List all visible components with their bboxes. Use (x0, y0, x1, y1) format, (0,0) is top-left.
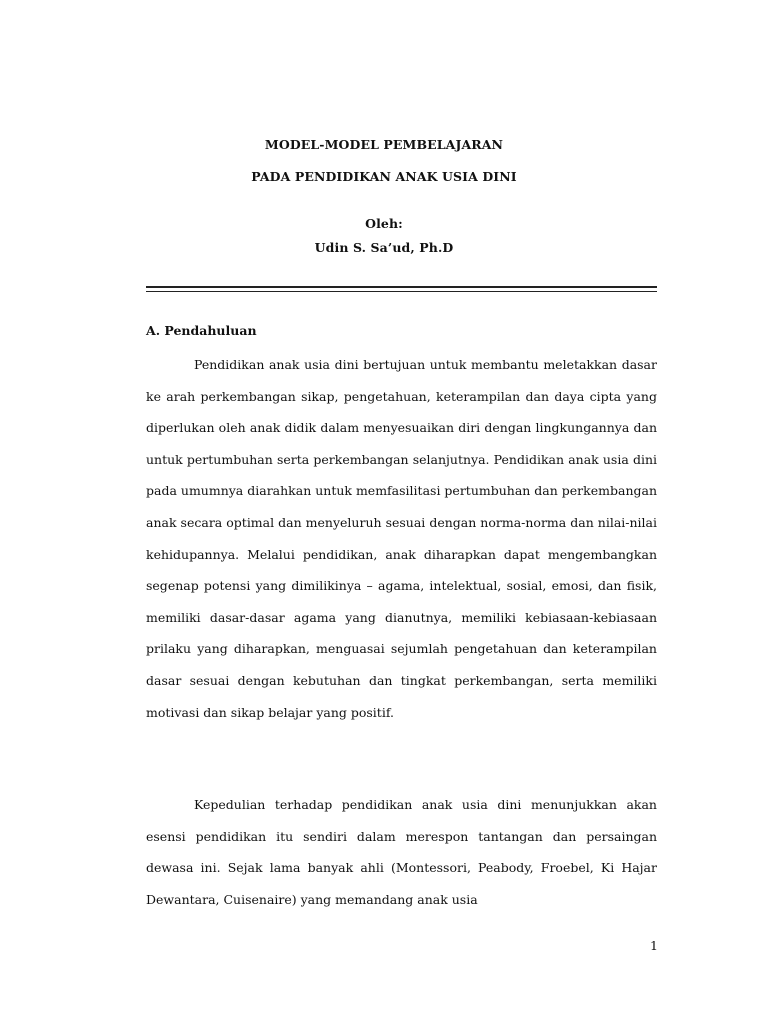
body-paragraph-1: Pendidikan anak usia dini bertujuan untuk membantu meletakkan dasar ke arah perkembangan sikap, pengetahuan, keterampilan dan daya cipta yang diperlukan oleh anak didik dalam menyesuaikan diri dengan lingkungannya dan untuk pertumbuhan serta perkembangan selanjutnya. Pendidikan anak usia dini pada umumnya diarahkan untuk memfasilitasi pertumbuhan dan perkembangan anak secara optimal dan menyeluruh sesuai dengan norma-norma dan nilai-nilai kehidupannya. Melalui pendidikan, anak diharapkan dapat mengembangkan segenap potensi yang dimilikinya – agama, intelektual, sosial, emosi, dan fisik, memiliki dasar-dasar agama yang dianutnya, memiliki kebiasaan-kebiasaan prilaku yang diharapkan, menguasai sejumlah pengetahuan dan keterampilan dasar sesuai dengan kebutuhan dan tingkat perkembangan, serta memiliki motivasi dan sikap belajar yang positif. (146, 357, 657, 720)
document-title-line-1: MODEL-MODEL PEMBELAJARAN (264, 137, 504, 152)
page-number: 1 (650, 938, 658, 953)
header-divider-thin (146, 291, 657, 292)
author-by-label: Oleh: (365, 216, 403, 231)
header-divider-thick (146, 286, 657, 288)
author-name: Udin S. Sa’ud, Ph.D (314, 240, 454, 255)
body-paragraph-2: Kepedulian terhadap pendidikan anak usia dini menunjukkan akan esensi pendidikan itu sendiri dalam merespon tantangan dan persaingan dewasa ini. Sejak lama banyak ahli (Montessori, Peabody, Froebel, Ki Hajar Dewantara, Cuisenaire) yang memandang anak usia (146, 797, 657, 907)
section-heading: A. Pendahuluan (146, 323, 257, 338)
document-title-line-2: PADA PENDIDIKAN ANAK USIA DINI (251, 169, 517, 184)
